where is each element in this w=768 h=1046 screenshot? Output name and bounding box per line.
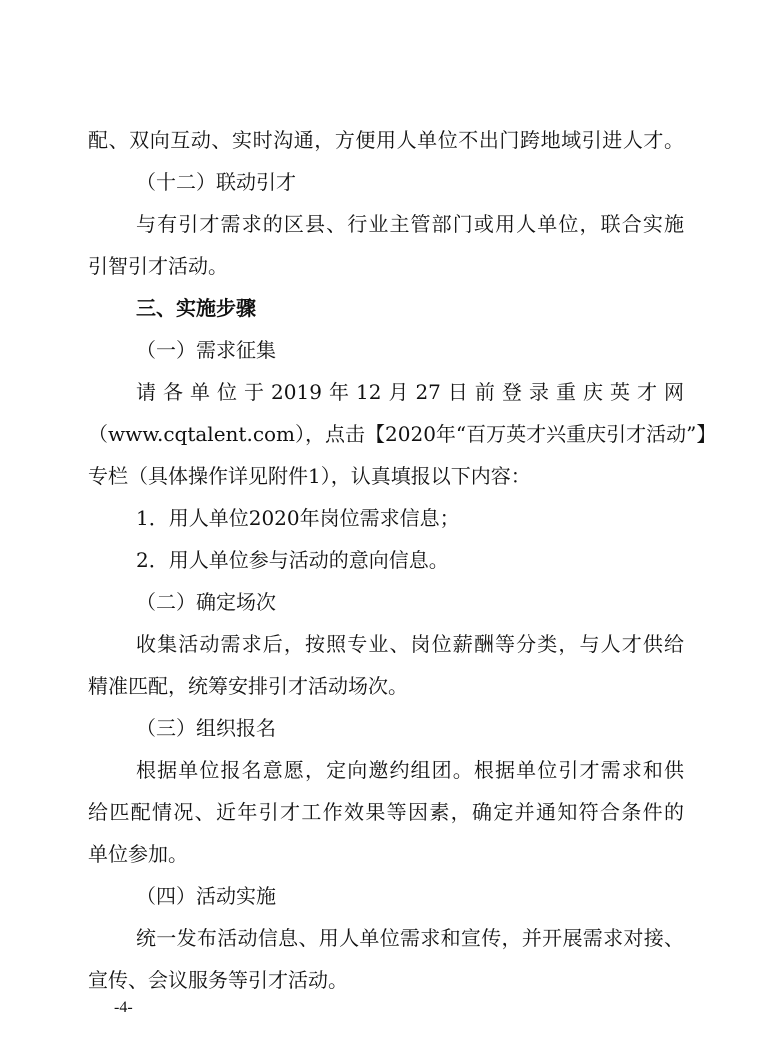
section-heading-3: （三）组织报名 xyxy=(136,716,276,740)
chapter-heading-3: 三、实施步骤 xyxy=(136,296,256,320)
section-heading-12: （十二）联动引才 xyxy=(136,170,296,194)
paragraph-line: 单位参加。 xyxy=(88,842,188,866)
paragraph-line: 专栏（具体操作详见附件1），认真填报以下内容： xyxy=(88,464,531,488)
paragraph-line: 精准匹配，统筹安排引才活动场次。 xyxy=(88,674,408,698)
paragraph-line: 给匹配情况、近年引才工作效果等因素，确定并通知符合条件的 xyxy=(88,800,684,824)
list-item-1: 1．用人单位2020年岗位需求信息； xyxy=(136,506,460,530)
page-number: -4- xyxy=(114,999,133,1016)
paragraph-line: 统一发布活动信息、用人单位需求和宣传，并开展需求对接、 xyxy=(136,926,684,950)
paragraph-line: （www.cqtalent.com），点击【2020年“百万英才兴重庆引才活动”】 xyxy=(88,422,717,446)
paragraph-line: 根据单位报名意愿，定向邀约组团。根据单位引才需求和供 xyxy=(136,758,684,782)
section-heading-2: （二）确定场次 xyxy=(136,590,276,614)
paragraph-line: 宣传、会议服务等引才活动。 xyxy=(88,968,348,992)
paragraph-line: 与有引才需求的区县、行业主管部门或用人单位，联合实施 xyxy=(136,212,684,236)
paragraph-line: 配、双向互动、实时沟通，方便用人单位不出门跨地域引进人才。 xyxy=(88,128,684,152)
paragraph-line: 请各单位于2019年12月27日前登录重庆英才网 xyxy=(136,380,684,404)
paragraph-line: 收集活动需求后，按照专业、岗位薪酬等分类，与人才供给 xyxy=(136,632,684,656)
list-item-2: 2．用人单位参与活动的意向信息。 xyxy=(136,548,449,572)
paragraph-line: 引智引才活动。 xyxy=(88,254,228,278)
section-heading-1: （一）需求征集 xyxy=(136,338,276,362)
section-heading-4: （四）活动实施 xyxy=(136,884,276,908)
